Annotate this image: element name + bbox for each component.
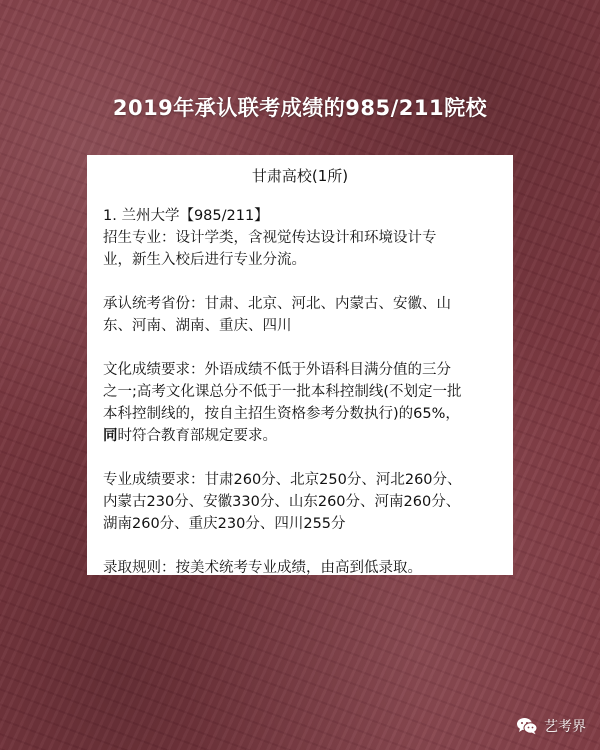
school-name: 1. 兰州大学【985/211】 <box>103 208 269 224</box>
card-title: 甘肃高校(1所) <box>251 167 349 185</box>
major-paragraph <box>103 205 497 271</box>
pro-score-paragraph <box>103 469 497 535</box>
pro-score-line: 专业成绩要求：甘肃260分、北京250分、河北260分、 <box>103 472 462 488</box>
culture-line <box>103 425 497 447</box>
culture-paragraph <box>103 359 497 447</box>
info-card <box>87 155 513 575</box>
culture-line: 文化成绩要求：外语成绩不低于外语科目满分值的三分 <box>103 362 451 378</box>
major-line: 招生专业：设计学类，含视觉传达设计和环境设计专 <box>103 230 437 246</box>
pro-score-line: 内蒙古230分、安徽330分、山东260分、河南260分、 <box>103 494 461 510</box>
admission-paragraph <box>103 557 497 579</box>
major-line: 业，新生入校后进行专业分流。 <box>103 252 306 268</box>
culture-line: 之一;高考文化课总分不低于一批本科控制线(不划定一批 <box>103 384 462 400</box>
wechat-icon <box>516 717 538 735</box>
watermark-text: 艺考界 <box>544 719 586 735</box>
watermark <box>516 716 586 736</box>
page-title: 2019年承认联考成绩的985/211院校 <box>112 96 488 120</box>
culture-line-rest: 时符合教育部规定要求。 <box>117 428 277 444</box>
admission-line: 录取规则：按美术统考专业成绩，由高到低录取。 <box>103 560 422 576</box>
provinces-line: 承认统考省份：甘肃、北京、河北、内蒙古、安徽、山 <box>103 296 451 312</box>
provinces-line: 东、河南、湖南、重庆、四川 <box>103 318 292 334</box>
culture-line: 本科控制线的，按自主招生资格参考分数执行)的65%， <box>103 406 460 422</box>
pro-score-line: 湖南260分、重庆230分、四川255分 <box>103 516 346 532</box>
culture-bold-fragment: 同 <box>103 428 118 444</box>
provinces-paragraph <box>103 293 497 337</box>
